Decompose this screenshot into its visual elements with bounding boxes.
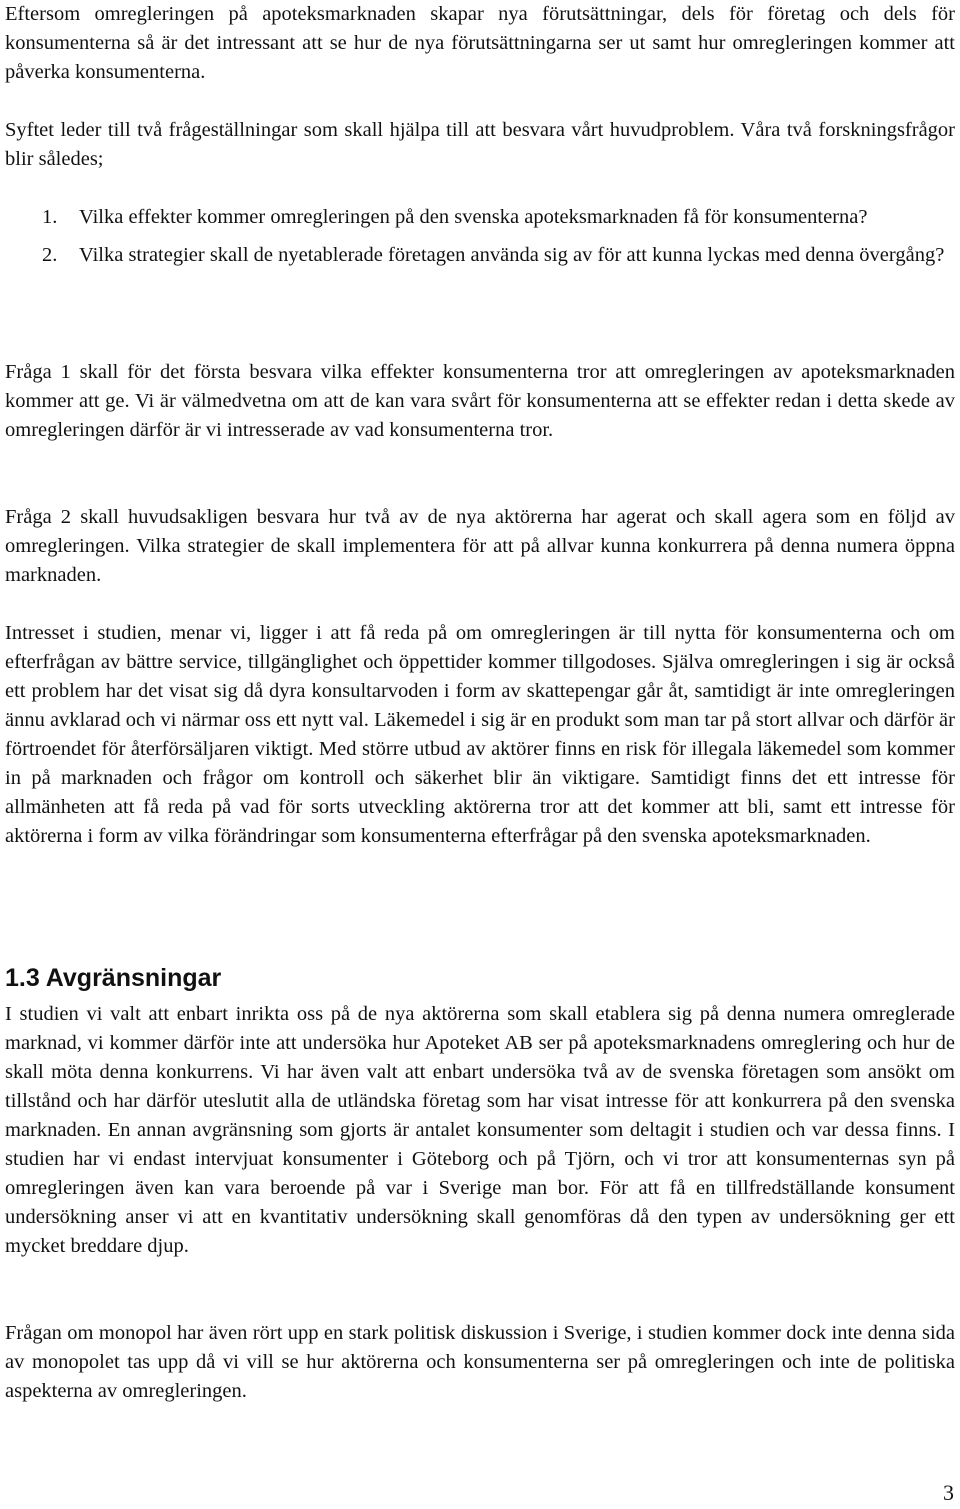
research-questions-list [42, 202, 956, 278]
list-item-number: 2. [42, 244, 58, 266]
question1-paragraph: Fråga 1 skall för det första besvara vilka effekter konsumenterna tror att omregleringen av apoteksmarknaden kommer att ge. Vi är välmedvetna om att de kan vara svårt för konsumenterna att se effekter redan i detta skede av omregleringen därför är vi intresserade av vad konsumenterna tror. [5, 361, 955, 441]
intro-paragraph: Eftersom omregleringen på apoteksmarknaden skapar nya förutsättningar, dels för företag och dels för konsumenterna så är det intressant att se hur de nya förutsättningarna ser ut samt hur omregleringen kommer att påverka konsumenterna. [5, 3, 955, 83]
monopoly-paragraph: Frågan om monopol har även rört upp en stark politisk diskussion i Sverige, i studien kommer dock inte denna sida av monopolet tas upp då vi vill se hur aktörerna och konsumenterna ser på omregleringen och inte de politiska aspekterna av omregleringen. [5, 1322, 955, 1402]
list-item [42, 240, 956, 270]
purpose-paragraph: Syftet leder till två frågeställningar som skall hjälpa till att besvara vårt huvudproblem. Våra två forskningsfrågor blir således; [5, 119, 955, 170]
list-item [42, 202, 956, 232]
question2-paragraph: Fråga 2 skall huvudsakligen besvara hur två av de nya aktörerna har agerat och skall agera som en följd av omregleringen. Vilka strategier de skall implementera för att på allvar kunna konkurrera på denna numera öppna marknaden. [5, 506, 955, 586]
list-item-number: 1. [42, 206, 58, 228]
page-number: 3 [943, 1480, 954, 1505]
list-item-text: Vilka effekter kommer omregleringen på den svenska apoteksmarknaden få för konsumenterna? [79, 206, 868, 228]
section-heading: 1.3 Avgränsningar [5, 964, 222, 992]
list-item-text: Vilka strategier skall de nyetablerade företagen använda sig av för att kunna lyckas med denna övergång? [79, 244, 945, 266]
limitations-paragraph: I studien vi valt att enbart inrikta oss på de nya aktörerna som skall etablera sig på denna numera omreglerade marknad, vi kommer därför inte att undersöka hur Apoteket AB ser på apoteksmarknadens omreglering och hur de skall möta denna konkurrens. Vi har även valt att enbart undersöka två av de svenska företagen som ansökt om tillstånd och har därför uteslutit alla de utländska företag som har visat intresse för att konkurrera på den svenska marknaden. En annan avgränsning som gjorts är antalet konsumenter som deltagit i studien och var dessa finns. I studien har vi endast intervjuat konsumenter i Göteborg och på Tjörn, och vi tror att konsumenternas syn på omregleringen även kan vara beroende på var i Sverige man bor. För att få en tillfredställande konsument undersökning anser vi att en kvantitativ undersökning skall genomföras då den typen av undersökning ger ett mycket breddare djup. [5, 1003, 955, 1257]
interest-paragraph: Intresset i studien, menar vi, ligger i att få reda på om omregleringen är till nytta för konsumenterna och om efterfrågan av bättre service, tillgänglighet och öppettider kommer tillgodoses. Själva omregleringen i sig är också ett problem har det visat sig då dyra konsultarvoden i form av skattepengar går åt, samtidigt är inte omregleringen ännu avklarad och vi närmar oss ett nytt val. Läkemedel i sig är en produkt som man tar på stort allvar och därför är förtroendet för återförsäljaren viktigt. Med större utbud av aktörer finns en risk för illegala läkemedel som kommer in på marknaden och frågor om kontroll och säkerhet blir än viktigare. Samtidigt finns det ett intresse för allmänheten att få reda på vad för sorts utveckling aktörerna tror att det kommer att bli, samt ett intresse för aktörerna i form av vilka förändringar som konsumenterna efterfrågar på den svenska apoteksmarknaden. [5, 622, 955, 847]
